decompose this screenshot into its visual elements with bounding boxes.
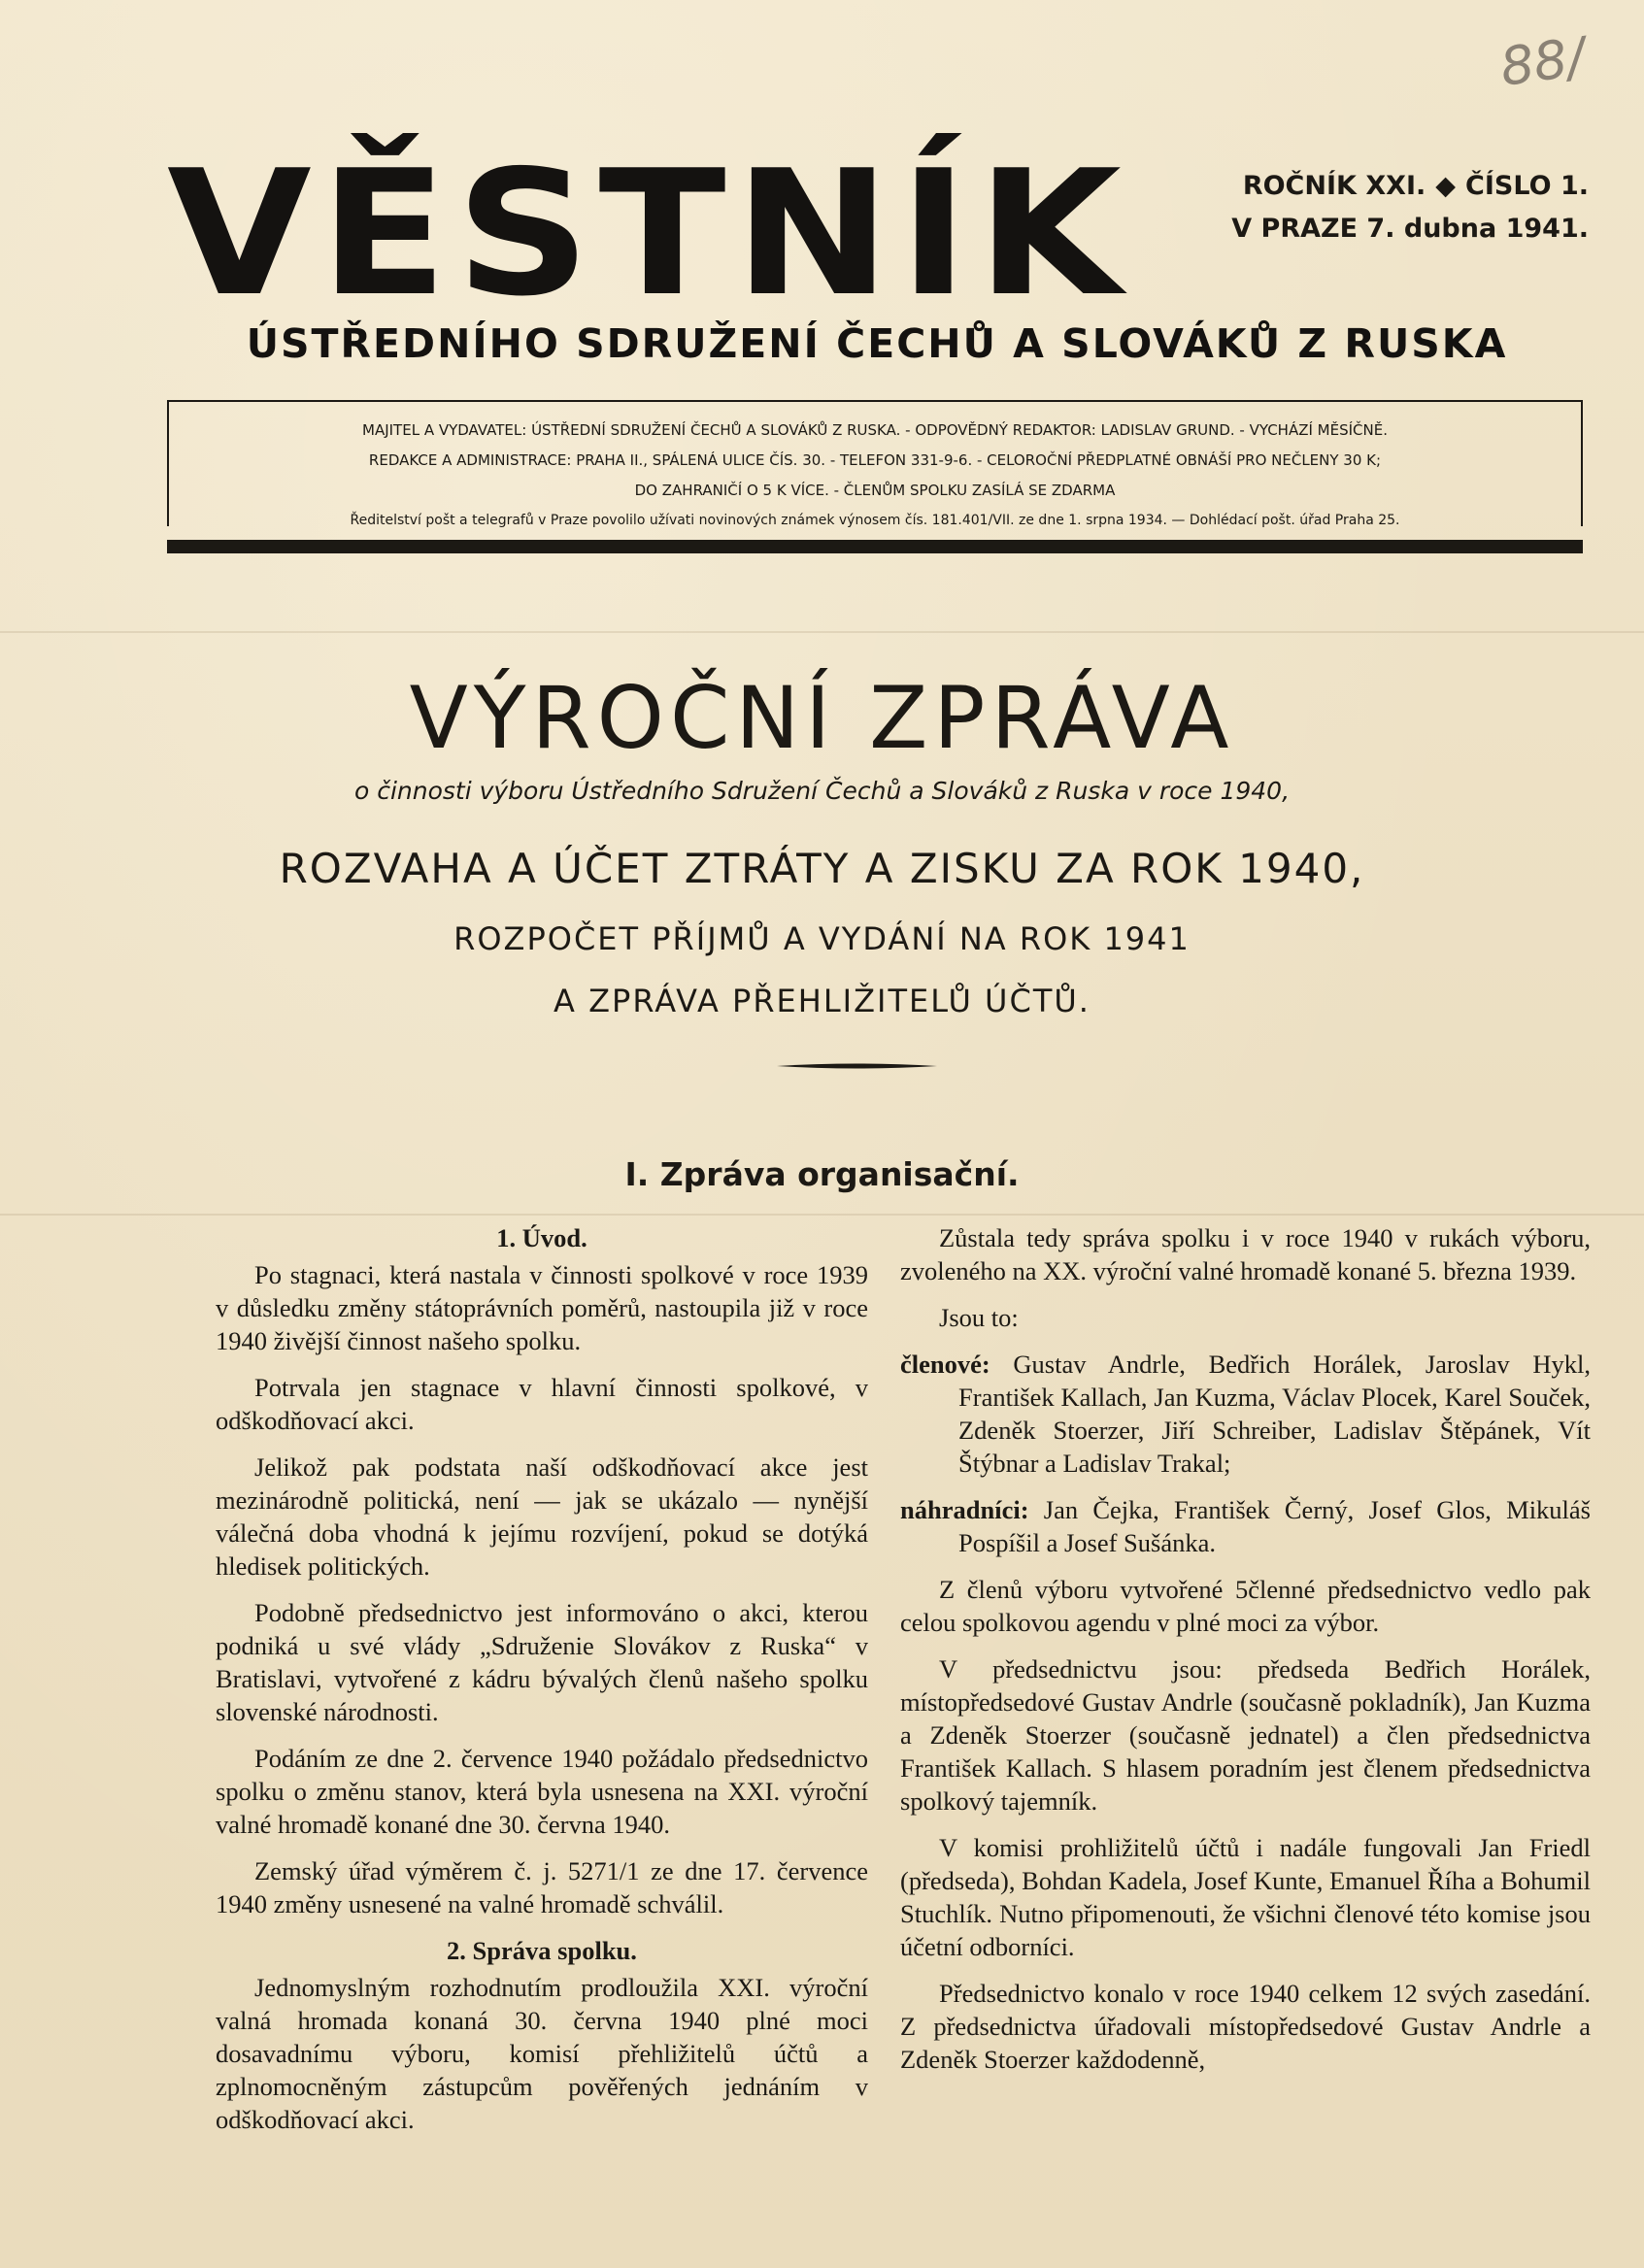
paragraph: Jelikož pak podstata naší odškodňovací akce jest mezinárodně politická, není — jak se ukázalo — nynější válečná doba vhodná k jejímu rozvíjení, pokud se dotýká hledisek politických. xyxy=(216,1452,868,1581)
substitutes-list xyxy=(900,1493,1591,1559)
paper-fold-line xyxy=(0,631,1644,633)
main-headline: VÝROČNÍ ZPRÁVA xyxy=(409,668,1235,768)
headline-auditors-report: A ZPRÁVA PŘEHLIŽITELŮ ÚČTŮ. xyxy=(554,983,1090,1019)
imprint-line-address: REDAKCE A ADMINISTRACE: PRAHA II., SPÁLENÁ ULICE ČÍS. 30. - TELEFON 331-9-6. - CELOROČNÍ PŘEDPLATNÉ OBNÁŠÍ PRO NEČLENY 30 K; xyxy=(368,451,1382,469)
paragraph: Z členů výboru vytvořené 5členné předsednictvo vedlo pak celou spolkovou agendu v plné moci za výbor. xyxy=(900,1575,1591,1637)
members-list xyxy=(900,1348,1591,1480)
section-title: I. Zpráva organisační. xyxy=(624,1155,1020,1193)
members-label: členové: xyxy=(900,1350,990,1379)
paragraph: V předsednictvu jsou: předseda Bedřich Horálek, místopředsedové Gustav Andrle (současně pokladník), Jan Kuzma a Zdeněk Stoerzer (současně jednatel) a člen předsednictva František Kallach. S hlasem poradním jest členem předsednictva spolkový tajemník. xyxy=(900,1654,1591,1816)
issue-date: V PRAZE 7. dubna 1941. xyxy=(1231,214,1589,244)
issue-number: ČÍSLO 1. xyxy=(1465,171,1589,201)
headline-balance-sheet: ROZVAHA A ÚČET ZTRÁTY A ZISKU ZA ROK 1940, xyxy=(279,845,1365,892)
issue-info xyxy=(1220,165,1589,250)
paragraph: Předsednictvo konalo v roce 1940 celkem 12 svých zasedání. Z předsednictva úřadovali místopředsedové Gustav Andrle a Zdeněk Stoerzer každodenně, xyxy=(900,1979,1591,2074)
paragraph: V komisi prohližitelů účtů i nadále fungovali Jan Friedl (předseda), Bohdan Kadela, Josef Kunte, Emanuel Říha a Bohumil Stuchlík. Nutno připomenouti, že všichni členové této komise jsou účetní odborníci. xyxy=(900,1833,1591,1961)
paragraph: Zůstala tedy správa spolku i v roce 1940 v rukách výboru, zvoleného na XX. výroční valné hromadě konané 5. března 1939. xyxy=(900,1223,1591,1285)
masthead-subtitle: ÚSTŘEDNÍHO SDRUŽENÍ ČECHŮ A SLOVÁKŮ Z RUSKA xyxy=(246,320,1508,367)
masthead-title: VĚSTNÍK xyxy=(167,133,1130,334)
paper-fold-line xyxy=(0,1214,1644,1216)
paragraph: Podáním ze dne 2. července 1940 požádalo předsednictvo spolku o změnu stanov, která byla usnesena na XXI. výroční valné hromadě konané dne 30. června 1940. xyxy=(216,1744,868,1839)
paragraph: Po stagnaci, která nastala v činnosti spolkové v roce 1939 v důsledku změny státoprávních poměrů, nastoupila již v roce 1940 živější činnost našeho spolku. xyxy=(216,1260,868,1355)
paragraph: Potrvala jen stagnace v hlavní činnosti spolkové, v odškodňovací akci. xyxy=(216,1373,868,1435)
paragraph: Podobně předsednictvo jest informováno o akci, kterou podniká u své vlády „Sdruženie Slovákov z Ruska“ v Bratislavi, vytvořené z kádru bývalých členů našeho spolku slovenské národnosti. xyxy=(216,1598,868,1726)
subheading-intro: 1. Úvod. xyxy=(496,1223,587,1252)
paragraph: Zemský úřad výměrem č. j. 5271/1 ze dne 17. července 1940 změny usnesené na valné hromadě schválil. xyxy=(216,1856,868,1918)
masthead-rule xyxy=(167,540,1583,553)
members-names: Gustav Andrle, Bedřich Horálek, Jaroslav Hykl, František Kallach, Jan Kuzma, Václav Plocek, Karel Souček, Zdeněk Stoerzer, Jiří Schreiber, Ladislav Štěpánek, Vít Štýbnar a Ladislav Trakal; xyxy=(958,1350,1591,1478)
imprint-box xyxy=(167,400,1583,526)
diamond-separator-icon: ◆ xyxy=(1435,171,1457,201)
imprint-line-publisher: MAJITEL A VYDAVATEL: ÚSTŘEDNÍ SDRUŽENÍ ČECHŮ A SLOVÁKŮ Z RUSKA. - ODPOVĚDNÝ REDAKTOR: LADISLAV GRUND. - VYCHÁZÍ MĚSÍČNĚ. xyxy=(362,421,1388,439)
volume-issue-line xyxy=(1220,165,1589,208)
paragraph: Jsou to: xyxy=(939,1303,1019,1332)
right-column xyxy=(900,1221,1591,2089)
imprint-line-postal: Ředitelství pošt a telegrafů v Praze povolilo užívati novinových známek výnosem čís. 181.401/VII. ze dne 1. srpna 1934. — Dohlédací pošt. úřad Praha 25. xyxy=(350,513,1400,528)
volume-number: ROČNÍK XXI. xyxy=(1242,171,1426,201)
substitutes-names: Jan Čejka, František Černý, Josef Glos, Mikuláš Pospíšil a Josef Sušánka. xyxy=(958,1495,1591,1557)
substitutes-label: náhradníci: xyxy=(900,1495,1029,1524)
headline-budget: ROZPOČET PŘÍJMŮ A VYDÁNÍ NA ROK 1941 xyxy=(453,920,1191,957)
imprint-line-subscription: DO ZAHRANIČÍ O 5 K VÍCE. - ČLENŮM SPOLKU ZASÍLÁ SE ZDARMA xyxy=(634,482,1116,499)
subheading-administration: 2. Správa spolku. xyxy=(447,1936,637,1965)
ornamental-divider xyxy=(777,1062,937,1070)
handwritten-page-number: 88/ xyxy=(1496,25,1590,99)
headline-subtext: o činnosti výboru Ústředního Sdružení Čechů a Slováků z Ruska v roce 1940, xyxy=(353,777,1291,805)
left-column xyxy=(216,1221,868,2150)
paragraph: Jednomyslným rozhodnutím prodloužila XXI. výroční valná hromada konaná 30. června 1940 plné moci dosavadnímu výboru, komisí přehližitelů účtů a zplnomocněným zástupcům pověřených jednáním v odškodňovací akci. xyxy=(216,1973,868,2134)
